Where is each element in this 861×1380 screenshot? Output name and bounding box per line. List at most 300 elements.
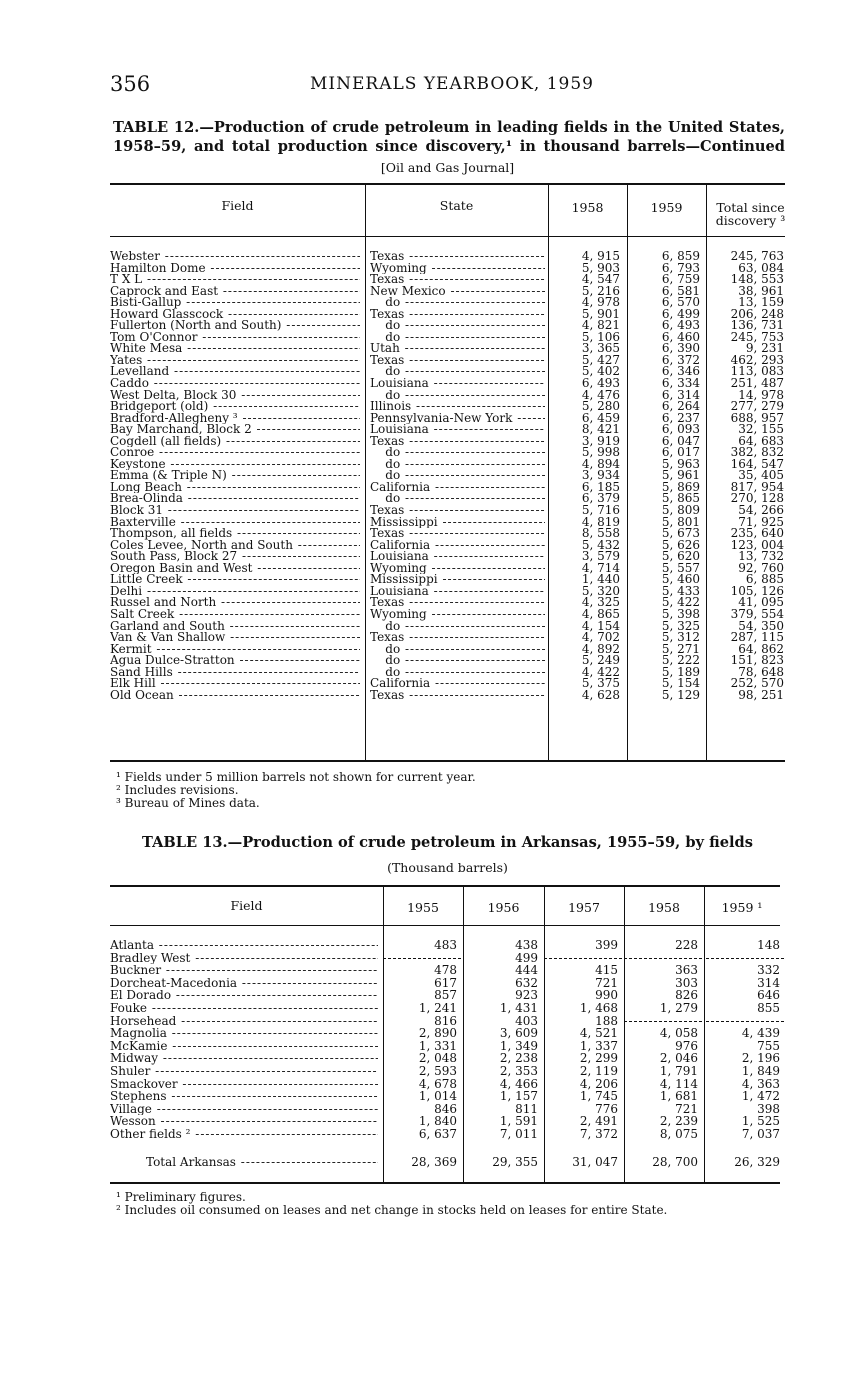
value-cell: 632 [515, 975, 538, 990]
state-name: Texas ----- [370, 632, 545, 644]
field-name: Buckner ----- [110, 964, 378, 977]
value-cell: 2, 353 [499, 1063, 538, 1078]
value-total: 9, 231 [745, 341, 784, 356]
state-name: Texas ----- [370, 528, 545, 540]
value-total: 64, 862 [738, 641, 784, 656]
total-label: Total Arkansas ----- [110, 1155, 378, 1169]
value-1958: 4, 819 [581, 514, 620, 529]
value-cell: 1, 157 [499, 1089, 538, 1104]
state-name: Texas ----- [370, 597, 545, 609]
field-name: El Dorado ----- [110, 989, 378, 1002]
field-name: Atlanta ----- [110, 939, 378, 952]
field-name: Garland and South ----- [110, 621, 360, 633]
field-name: Village ----- [110, 1103, 378, 1116]
value-1959: 5, 422 [661, 595, 700, 610]
value-1958: 6, 493 [581, 376, 620, 391]
value-total: 13, 159 [738, 295, 784, 310]
table13-header-1958: 1958 [648, 900, 680, 915]
value-1958: 4, 154 [581, 618, 620, 633]
field-name: Emma (& Triple N) ----- [110, 470, 360, 482]
value-cell: 857 [434, 988, 457, 1003]
footnote: ¹ Fields under 5 million barrels not shown for current year. [116, 770, 476, 784]
value-cell: 1, 591 [499, 1114, 538, 1129]
footnote: ² Includes oil consumed on leases and net change in stocks held on leases for entire State. [116, 1203, 668, 1217]
field-name: Other fields ² ----- [110, 1128, 378, 1141]
value-1958: 5, 216 [581, 283, 620, 298]
value-1959: 6, 581 [661, 283, 700, 298]
value-1958: 3, 365 [581, 341, 620, 356]
value-1958: 8, 421 [581, 422, 620, 437]
value-cell: 478 [434, 963, 457, 978]
value-cell: 1, 331 [418, 1038, 457, 1053]
field-name: Oregon Basin and West ----- [110, 563, 360, 575]
value-cell: 1, 241 [418, 1000, 457, 1015]
value-1959: 6, 759 [661, 272, 700, 287]
value-cell: 415 [595, 963, 618, 978]
value-cell: 1, 840 [418, 1114, 457, 1129]
value-1959: 6, 499 [661, 306, 700, 321]
value-total: 235, 640 [730, 526, 784, 541]
value-1959: 6, 093 [661, 422, 700, 437]
state-name: Wyoming ----- [370, 609, 545, 621]
value-cell: 855 [757, 1000, 780, 1015]
value-1959: 5, 398 [661, 606, 700, 621]
value-1958: 4, 422 [581, 664, 620, 679]
value-total: 105, 126 [730, 583, 784, 598]
field-name: Keystone ----- [110, 459, 360, 471]
value-1959: 6, 346 [661, 364, 700, 379]
table12-title: TABLE 12.—Production of crude petroleum in leading fields in the United States, 1958–59, and total production since discovery,¹ in thousand barrels—Continued [113, 119, 785, 155]
value-1958: 5, 903 [581, 260, 620, 275]
value-total: 462, 293 [730, 352, 784, 367]
value-1958: 5, 249 [581, 653, 620, 668]
field-name: T X L ----- [110, 274, 360, 286]
value-cell: 332 [757, 963, 780, 978]
state-name: Wyoming ----- [370, 563, 545, 575]
value-1958: 5, 427 [581, 352, 620, 367]
value-cell: 1, 791 [659, 1063, 698, 1078]
field-name: Delhi ----- [110, 586, 360, 598]
value-total: 92, 760 [738, 560, 784, 575]
state-name: do ----- [370, 470, 545, 482]
field-name: Russel and North ----- [110, 597, 360, 609]
value-1959: 6, 570 [661, 295, 700, 310]
value-total: 270, 128 [730, 491, 784, 506]
table13-header-1956: 1956 [487, 900, 520, 915]
field-name: Bridgeport (old) ----- [110, 401, 360, 413]
table13-header-1955: 1955 [407, 900, 439, 915]
state-name: Texas ----- [370, 690, 545, 702]
state-name: Texas ----- [370, 355, 545, 367]
field-name: Sand Hills ----- [110, 667, 360, 679]
value-1958: 4, 476 [581, 387, 620, 402]
value-cell: 2, 196 [741, 1051, 780, 1066]
field-name: Baxterville ----- [110, 517, 360, 529]
value-total: 6, 885 [745, 572, 784, 587]
total-value: 29, 355 [492, 1155, 538, 1169]
state-name: Louisiana ----- [370, 586, 545, 598]
table13-total-row [110, 1155, 780, 1169]
state-name: California ----- [370, 678, 545, 690]
value-1958: 5, 402 [581, 364, 620, 379]
value-1959: 5, 557 [661, 560, 700, 575]
value-cell: 314 [757, 975, 780, 990]
value-total: 136, 731 [730, 318, 784, 333]
value-1959: 6, 017 [661, 445, 700, 460]
state-name: do ----- [370, 320, 545, 332]
value-1959: 5, 312 [661, 630, 700, 645]
value-total: 245, 763 [730, 249, 784, 263]
value-1958: 4, 714 [581, 560, 620, 575]
value-1959: 5, 433 [661, 583, 700, 598]
field-name: Yates ----- [110, 355, 360, 367]
value-total: 382, 832 [730, 445, 784, 460]
value-cell: 990 [595, 988, 618, 1003]
field-name: Horsehead ----- [110, 1015, 378, 1028]
value-1958: 4, 894 [581, 456, 620, 471]
value-1959: 5, 325 [661, 618, 700, 633]
empty-cell-dash [624, 958, 702, 959]
field-name: McKamie ----- [110, 1040, 378, 1053]
total-value: 26, 329 [734, 1155, 780, 1169]
empty-cell-dash [544, 958, 622, 959]
value-total: 123, 004 [730, 537, 784, 552]
state-name: do ----- [370, 655, 545, 667]
field-name: Bisti-Gallup ----- [110, 297, 360, 309]
value-cell: 398 [757, 1101, 780, 1116]
value-1958: 3, 579 [581, 549, 620, 564]
field-name: Elk Hill ----- [110, 678, 360, 690]
table13-row [110, 964, 780, 977]
value-cell: 776 [595, 1101, 618, 1116]
value-total: 35, 405 [738, 468, 784, 483]
value-1958: 5, 716 [581, 503, 620, 518]
value-cell: 2, 299 [579, 1051, 618, 1066]
value-cell: 7, 011 [499, 1126, 538, 1141]
table12-header-1958: 1958 [571, 200, 604, 215]
value-cell: 6, 637 [418, 1126, 457, 1141]
state-name: Louisiana ----- [370, 378, 545, 390]
field-name: Wesson ----- [110, 1115, 378, 1128]
table12-header-state: State [439, 198, 474, 213]
table12-header-total: Total since discovery ³ [715, 200, 786, 228]
state-name: do ----- [370, 332, 545, 344]
field-name: Van & Van Shallow ----- [110, 632, 360, 644]
value-1958: 5, 901 [581, 306, 620, 321]
value-cell: 846 [434, 1101, 457, 1116]
value-cell: 1, 468 [579, 1000, 618, 1015]
value-1959: 5, 626 [661, 537, 700, 552]
value-1959: 5, 963 [661, 456, 700, 471]
value-1959: 5, 222 [661, 653, 700, 668]
state-name: Louisiana ----- [370, 424, 545, 436]
total-value: 28, 369 [411, 1155, 457, 1169]
value-1958: 5, 998 [581, 445, 620, 460]
value-cell: 2, 238 [499, 1051, 538, 1066]
state-name: California ----- [370, 482, 545, 494]
value-cell: 811 [515, 1101, 538, 1116]
value-cell: 617 [434, 975, 457, 990]
field-name: Bradley West ----- [110, 952, 378, 965]
value-total: 688, 957 [730, 410, 784, 425]
footnote: ² Includes revisions. [116, 783, 239, 797]
field-name: Smackover ----- [110, 1078, 378, 1091]
table13-header-1957: 1957 [568, 900, 600, 915]
value-cell: 923 [515, 988, 538, 1003]
value-cell: 4, 363 [741, 1076, 780, 1091]
state-name: do ----- [370, 644, 545, 656]
value-1958: 4, 325 [581, 595, 620, 610]
table13-header-field: Field [230, 898, 263, 913]
value-total: 277, 279 [730, 399, 784, 414]
state-name: Pennsylvania-New York ----- [370, 413, 545, 425]
value-cell: 1, 279 [659, 1000, 698, 1015]
value-1959: 6, 460 [661, 329, 700, 344]
value-1959: 6, 859 [661, 249, 700, 263]
value-cell: 303 [675, 975, 698, 990]
value-total: 54, 266 [738, 503, 784, 518]
field-name: Hamilton Dome ----- [110, 263, 360, 275]
empty-cell-dash [706, 958, 784, 959]
table13 [110, 885, 780, 1183]
value-cell: 1, 849 [741, 1063, 780, 1078]
value-cell: 483 [434, 938, 457, 952]
value-total: 63, 084 [738, 260, 784, 275]
value-cell: 721 [675, 1101, 698, 1116]
value-1959: 5, 460 [661, 572, 700, 587]
value-1958: 8, 558 [581, 526, 620, 541]
value-cell: 3, 609 [499, 1026, 538, 1041]
value-1958: 3, 919 [581, 433, 620, 448]
value-cell: 1, 472 [741, 1089, 780, 1104]
table12-source: [Oil and Gas Journal] [380, 160, 515, 175]
value-cell: 7, 037 [741, 1126, 780, 1141]
state-name: Utah ----- [370, 343, 545, 355]
state-name: do ----- [370, 390, 545, 402]
value-total: 32, 155 [738, 422, 784, 437]
table13-row [110, 1002, 780, 1015]
value-1958: 5, 432 [581, 537, 620, 552]
value-cell: 1, 525 [741, 1114, 780, 1129]
value-1959: 5, 189 [661, 664, 700, 679]
total-value: 28, 700 [652, 1155, 698, 1169]
value-total: 252, 570 [730, 676, 784, 691]
value-cell: 1, 349 [499, 1038, 538, 1053]
value-1959: 5, 809 [661, 503, 700, 518]
running-title: MINERALS YEARBOOK, 1959 [310, 74, 594, 94]
state-name: Texas ----- [370, 309, 545, 321]
value-1959: 6, 264 [661, 399, 700, 414]
page-header [110, 72, 785, 100]
value-cell: 816 [434, 1013, 457, 1028]
value-1958: 4, 892 [581, 641, 620, 656]
value-total: 38, 961 [738, 283, 784, 298]
value-cell: 4, 206 [579, 1076, 618, 1091]
value-cell: 4, 439 [741, 1026, 780, 1041]
state-name: Texas ----- [370, 505, 545, 517]
value-1958: 5, 320 [581, 583, 620, 598]
table13-row [110, 939, 780, 952]
state-name: Wyoming ----- [370, 263, 545, 275]
value-total: 245, 753 [730, 329, 784, 344]
value-cell: 2, 119 [579, 1063, 618, 1078]
value-1958: 6, 185 [581, 479, 620, 494]
field-name: Old Ocean ----- [110, 690, 360, 702]
field-name: Midway ----- [110, 1052, 378, 1065]
field-name: Long Beach ----- [110, 482, 360, 494]
empty-cell-dash [706, 1021, 784, 1022]
value-cell: 2, 491 [579, 1114, 618, 1129]
field-name: West Delta, Block 30 ----- [110, 390, 360, 402]
field-name: South Pass, Block 27 ----- [110, 551, 360, 563]
value-cell: 755 [757, 1038, 780, 1053]
value-1958: 3, 934 [581, 468, 620, 483]
table13-row [110, 1027, 780, 1040]
table12-header-field: Field [221, 198, 254, 213]
value-cell: 4, 058 [659, 1026, 698, 1041]
state-name: Mississippi ----- [370, 517, 545, 529]
value-1959: 6, 372 [661, 352, 700, 367]
value-cell: 721 [595, 975, 618, 990]
table13-units: (Thousand barrels) [387, 860, 508, 875]
value-cell: 444 [515, 963, 538, 978]
field-name: Brea-Olinda ----- [110, 493, 360, 505]
value-total: 251, 487 [730, 376, 784, 391]
value-1959: 5, 271 [661, 641, 700, 656]
field-name: Fullerton (North and South) ----- [110, 320, 360, 332]
table12-row [110, 687, 785, 702]
value-cell: 188 [595, 1013, 618, 1028]
state-name: Mississippi ----- [370, 574, 545, 586]
field-name: Shuler ----- [110, 1065, 378, 1078]
value-cell: 1, 745 [579, 1089, 618, 1104]
value-1959: 5, 865 [661, 491, 700, 506]
state-name: do ----- [370, 297, 545, 309]
state-name: Louisiana ----- [370, 551, 545, 563]
value-total: 78, 648 [738, 664, 784, 679]
value-1959: 5, 961 [661, 468, 700, 483]
empty-cell-dash [383, 958, 461, 959]
empty-cell-dash [624, 1021, 702, 1022]
value-1959: 5, 801 [661, 514, 700, 529]
value-1959: 5, 673 [661, 526, 700, 541]
value-cell: 2, 048 [418, 1051, 457, 1066]
field-name: Salt Creek ----- [110, 609, 360, 621]
field-name: Agua Dulce-Stratton ----- [110, 655, 360, 667]
table13-row [110, 1065, 780, 1078]
value-1959: 6, 493 [661, 318, 700, 333]
value-total: 41, 095 [738, 595, 784, 610]
value-total: 113, 083 [730, 364, 784, 379]
value-cell: 976 [675, 1038, 698, 1053]
value-1959: 5, 869 [661, 479, 700, 494]
value-1959: 6, 314 [661, 387, 700, 402]
field-name: Tom O'Connor ----- [110, 332, 360, 344]
field-name: White Mesa ----- [110, 343, 360, 355]
value-1959: 6, 047 [661, 433, 700, 448]
value-1959: 5, 620 [661, 549, 700, 564]
value-1958: 1, 440 [581, 572, 620, 587]
value-total: 64, 683 [738, 433, 784, 448]
value-1958: 4, 821 [581, 318, 620, 333]
table13-header-1959: 1959 ¹ [721, 900, 763, 915]
value-1958: 6, 379 [581, 491, 620, 506]
field-name: Caddo ----- [110, 378, 360, 390]
value-cell: 826 [675, 988, 698, 1003]
field-name: Howard Glasscock ----- [110, 309, 360, 321]
state-name: do ----- [370, 459, 545, 471]
value-total: 54, 350 [738, 618, 784, 633]
value-cell: 2, 239 [659, 1114, 698, 1129]
state-name: Illinois ----- [370, 401, 545, 413]
field-name: Cogdell (all fields) ----- [110, 436, 360, 448]
field-name: Caprock and East ----- [110, 286, 360, 298]
field-name: Bradford-Allegheny ³ ----- [110, 413, 360, 425]
value-cell: 1, 681 [659, 1089, 698, 1104]
value-cell: 646 [757, 988, 780, 1003]
field-name: Thompson, all fields ----- [110, 528, 360, 540]
value-cell: 1, 337 [579, 1038, 618, 1053]
value-cell: 4, 678 [418, 1076, 457, 1091]
value-total: 151, 823 [730, 653, 784, 668]
state-name: Texas ----- [370, 251, 545, 263]
value-total: 14, 978 [738, 387, 784, 402]
state-name: Texas ----- [370, 274, 545, 286]
field-name: Bay Marchand, Block 2 ----- [110, 424, 360, 436]
value-total: 13, 732 [738, 549, 784, 564]
state-name: do ----- [370, 366, 545, 378]
table12-header-1959: 1959 [650, 200, 683, 215]
value-cell: 399 [595, 938, 618, 952]
field-name: Fouke ----- [110, 1002, 378, 1015]
value-1959: 6, 237 [661, 410, 700, 425]
table12-body [110, 251, 785, 701]
value-1958: 5, 106 [581, 329, 620, 344]
value-total: 206, 248 [730, 306, 784, 321]
field-name: Little Creek ----- [110, 574, 360, 586]
value-total: 98, 251 [738, 687, 784, 702]
state-name: do ----- [370, 621, 545, 633]
table12-footnotes [116, 771, 476, 810]
table12 [110, 183, 785, 761]
value-cell: 228 [675, 938, 698, 952]
value-1958: 4, 865 [581, 606, 620, 621]
table13-row [110, 1128, 780, 1141]
value-cell: 2, 890 [418, 1026, 457, 1041]
value-total: 71, 925 [738, 514, 784, 529]
value-cell: 8, 075 [659, 1126, 698, 1141]
value-1959: 6, 793 [661, 260, 700, 275]
state-name: California ----- [370, 540, 545, 552]
field-name: Levelland ----- [110, 366, 360, 378]
state-name: do ----- [370, 447, 545, 459]
value-1958: 4, 547 [581, 272, 620, 287]
value-cell: 1, 014 [418, 1089, 457, 1104]
value-1958: 4, 978 [581, 295, 620, 310]
state-name: Texas ----- [370, 436, 545, 448]
value-cell: 438 [515, 938, 538, 952]
value-cell: 4, 114 [659, 1076, 698, 1091]
field-name: Stephens ----- [110, 1090, 378, 1103]
footnote: ³ Bureau of Mines data. [116, 796, 260, 810]
value-1958: 4, 702 [581, 630, 620, 645]
field-name: Coles Levee, North and South ----- [110, 540, 360, 552]
field-name: Webster ----- [110, 251, 360, 263]
field-name: Magnolia ----- [110, 1027, 378, 1040]
value-total: 164, 547 [730, 456, 784, 471]
state-name: do ----- [370, 667, 545, 679]
value-1958: 4, 628 [581, 687, 620, 702]
